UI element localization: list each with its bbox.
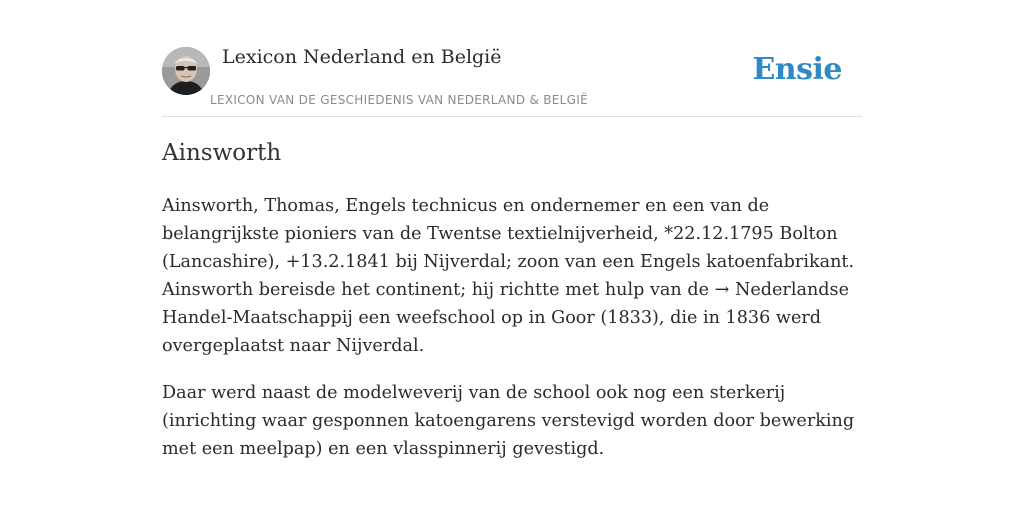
- paragraph-1: [162, 192, 862, 360]
- paragraph-1-text-after: een weefschool op in Goor (1833), die in 1836 werd overgeplaatst naar Nijverdal.: [162, 308, 822, 356]
- site-title[interactable]: Lexicon Nederland en België: [222, 46, 502, 68]
- paragraph-1-text-before: Ainsworth, Thomas, Engels technicus en ondernemer en een van de belangrijkste pioniers van de Twentse textielnijverheid, *22.12.1795 Bolton (Lancashire), +13.2.1841 bij Nijverdal; zoon van een Engels katoenfabrikant. Ainsworth bereisde het continent; hij richtte met hulp van de: [162, 196, 855, 300]
- entry-content: [162, 192, 862, 482]
- header: [162, 0, 862, 117]
- avatar-portrait-icon: [162, 47, 210, 95]
- author-avatar[interactable]: [162, 47, 210, 95]
- entry-title: Ainsworth: [162, 140, 282, 166]
- brand-logo[interactable]: Ensie: [752, 52, 842, 87]
- paragraph-2: Daar werd naast de modelweverij van de school ook nog een sterkerij (inrichting waar gesponnen katoengarens verstevigd worden door bewerking met een meelpap) en een vlasspinnerij gevestigd.: [162, 383, 855, 459]
- cross-reference-link[interactable]: → Nederlandse Handel-Maatschappij: [162, 280, 849, 328]
- site-subtitle: LEXICON VAN DE GESCHIEDENIS VAN NEDERLAND & BELGIË: [210, 93, 588, 107]
- page: [162, 0, 862, 512]
